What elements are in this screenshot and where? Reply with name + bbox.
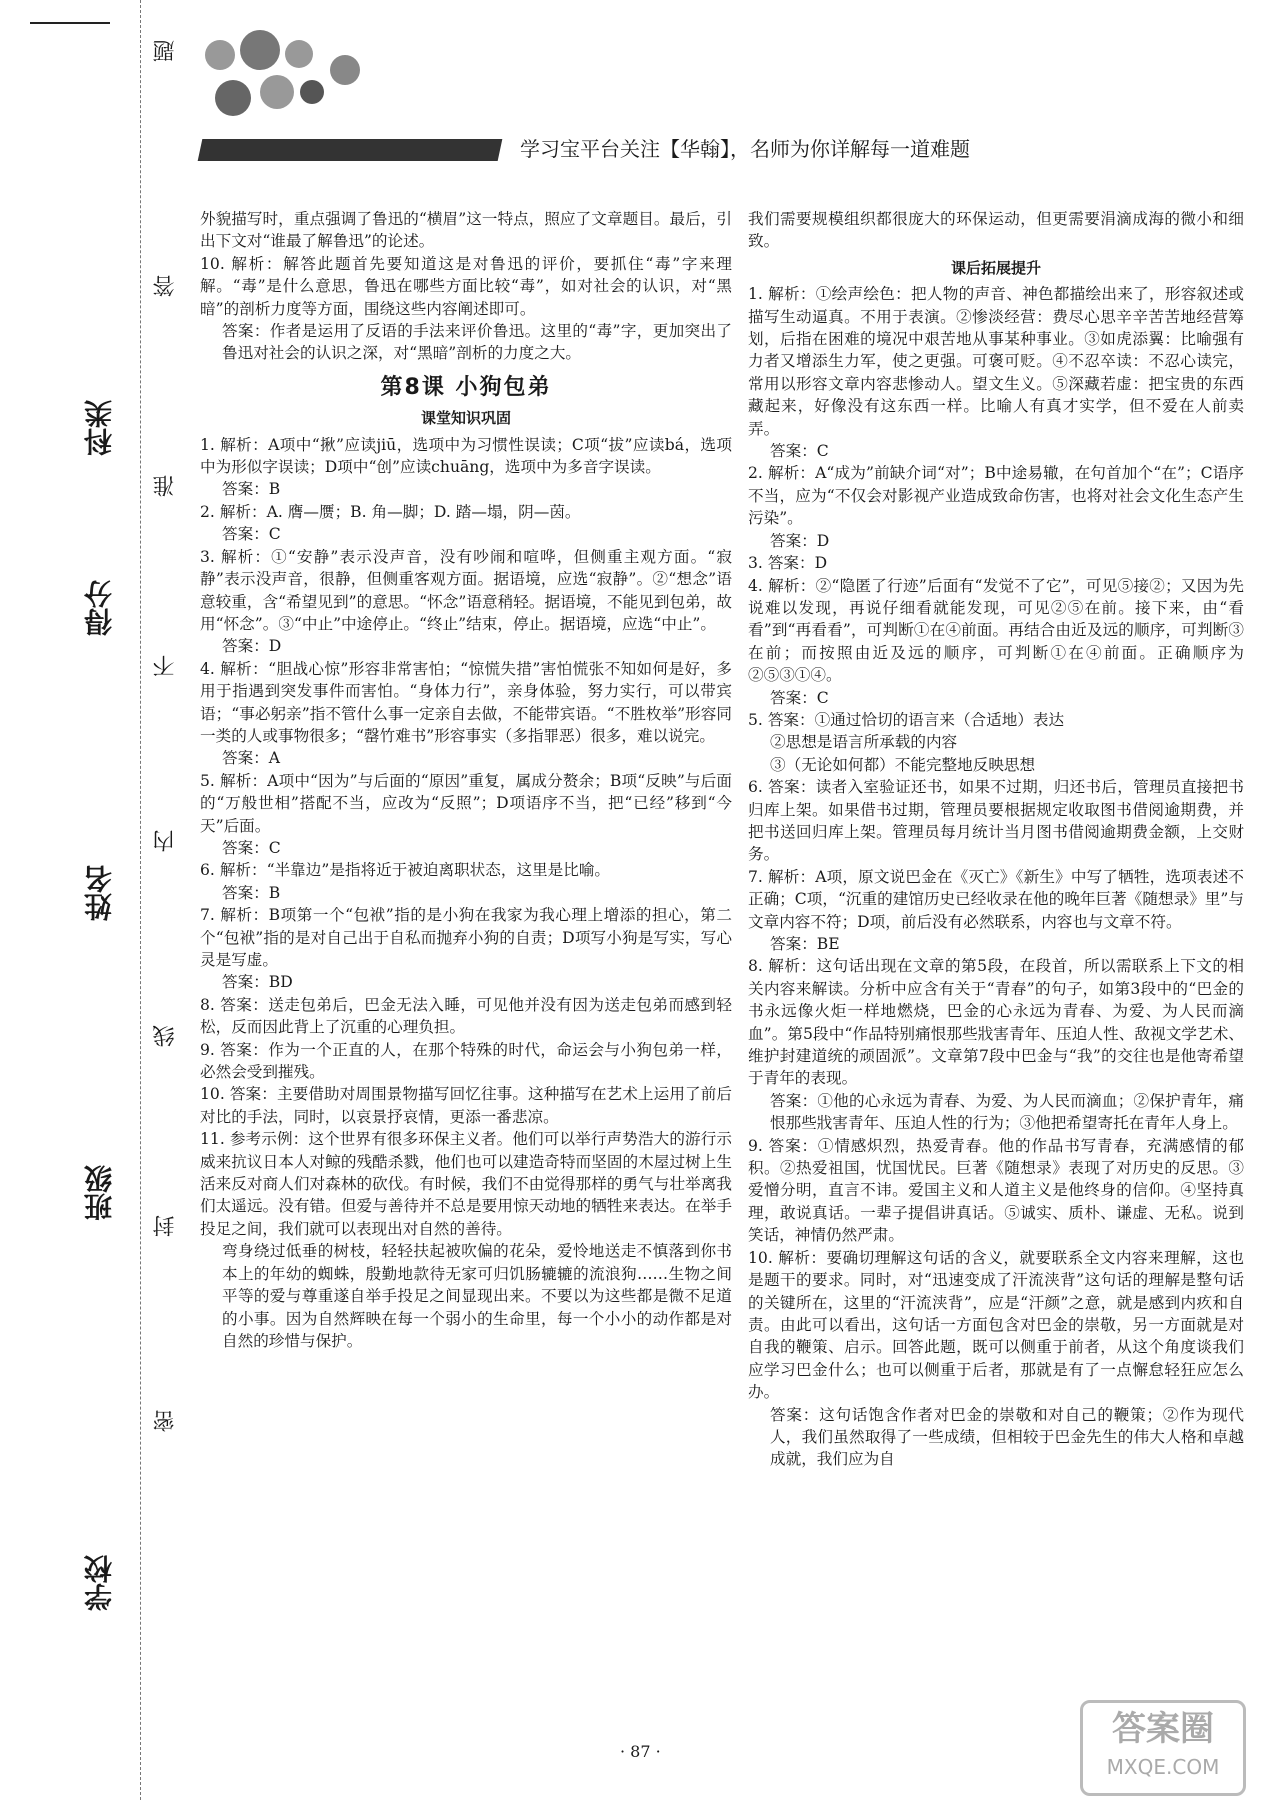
- item: 6. 答案：读者入室验证还书，如果不过期，归还书后，管理员直接把书归库上架。如果借书过期，管理员要根据规定收取图书借阅逾期费，并把书送回归库上架。管理员每月统计当月图书借阅逾期费金额，上交财务。: [748, 778, 1244, 864]
- item: 3. 解析：①“安静”表示没声音，没有吵闹和喧哗，但侧重主观方面。“寂静”表示没声音，很静，但侧重客观方面。据语境，应选“寂静”。②“想念”语意较重，含“希望见到”的意思。“怀念”语意稍轻。据语境，不能见到包弟，故用“怀念”。③“中止”中途停止。“终止”结束，停止。据语境，应选“中止”。: [200, 547, 732, 633]
- label-school: 学校: [83, 1555, 116, 1611]
- answer: 答案：A: [222, 749, 281, 768]
- watermark-top: 答案圈: [1112, 1709, 1214, 1749]
- item: 7. 解析：A项，原文说巴金在《灭亡》《新生》中写了牺牲，选项表述不正确；C项，“沉重的建馆历史已经收录在他的晚年巨著《随想录》里”与文章内容不符；D项，前后没有必然联系，内容也与文章不符。: [748, 867, 1244, 931]
- section-title: 课后拓展提升: [950, 258, 1041, 277]
- watermark-bottom: MXQE.COM: [1106, 1755, 1220, 1779]
- item: 1. 解析：①绘声绘色：把人物的声音、神色都描绘出来了，形容叙述或描写生动逼真。不用于表演。②惨淡经营：费尽心思辛辛苦苦地经营筹划，后指在困难的境况中艰苦地从事某种事业。③如虎添翼：比喻强有力者又增添生力军，使之更强。可褒可贬。④不忍卒读：不忍心读完，常用以形容文章内容悲惨动人。望文生义。⑤深藏若虚：把宝贵的东西藏起来，好像没有这东西一样。比喻人有真才实学，但不爱在人前卖弄。: [748, 285, 1244, 438]
- answer: 答案：①他的心永远为青春、为爱、为人民而滴血；②保护青年，痛恨那些戕害青年、压迫人性的行为；③他把希望寄托在青年人身上。: [770, 1091, 1244, 1133]
- answer: 答案：这句话饱含作者对巴金的崇敬和对自己的鞭策；②作为现代人，我们虽然取得了一些成绩，但相较于巴金先生的伟大人格和卓越成就，我们应为自: [770, 1405, 1244, 1469]
- answer: 答案：BE: [770, 935, 840, 953]
- answer: 答案：C: [222, 525, 281, 544]
- label-subject: 科类: [83, 400, 116, 456]
- paragraph: 10. 解析：解答此题首先要知道这是对鲁迅的评价，要抓住“毒”字来理解。“毒”是什么意思，鲁迅在哪些方面比较“毒”，如对社会的认识，对“黑暗”的剖析力度等方面，围绕这些内容阐述即可。: [200, 254, 732, 318]
- seal-char: 准: [153, 475, 178, 497]
- seal-char: 题: [153, 40, 178, 62]
- seal-char: 内: [153, 830, 178, 852]
- banner-bar: [198, 139, 503, 161]
- answer: 答案：C: [222, 838, 281, 857]
- item: 10. 答案：主要借助对周围景物描写回忆往事。这种描写在艺术上运用了前后对比的手法，同时，以哀景抒哀情，更添一番悲凉。: [200, 1085, 732, 1126]
- item: 4. 解析：②“隐匿了行迹”后面有“发觉不了它”，可见⑤接②；又因为先说难以发现，再说仔细看就能发现，可见②⑤在前。接下来，由“看看”到“再看看”，可判断①在④前面。再结合由近及远的顺序，可判断③在前；而按照由近及远的顺序，可判断①在④前面。正确顺序为②⑤③①④。: [748, 576, 1244, 685]
- item: 2. 解析：A“成为”前缺介词“对”；B中途易辙，在句首加个“在”；C语序不当，应为“不仅会对影视产业造成致命伤害，也将对社会文化生态产生污染”。: [748, 464, 1244, 528]
- paragraph: 弯身绕过低垂的树枝，轻轻扶起被吹偏的花朵，爱怜地送走不慎落到你书本上的年幼的蜘蛛，殷勤地款待无家可归饥肠辘辘的流浪狗……生物之间平等的爱与尊重遂自举手投足之间显现出来。不要以为这些都是微不足道的小事。因为自然辉映在每一个弱小的生命里，每一个小小的动作都是对自然的珍惜与保护。: [222, 1242, 732, 1350]
- seal-char: 答: [153, 275, 178, 297]
- binding-line: [140, 0, 141, 1800]
- answer: 答案：作者是运用了反语的手法来评价鲁迅。这里的“毒”字，更加突出了鲁迅对社会的认识之深，对“黑暗”剖析的力度之大。: [222, 322, 732, 363]
- label-class: 班级: [83, 1165, 116, 1221]
- item: 8. 答案：送走包弟后，巴金无法入睡，可见他并没有因为送走包弟而感到轻松，反而因此背上了沉重的心理负担。: [200, 995, 732, 1037]
- paragraph: 我们需要规模组织都很庞大的环保运动，但更需要涓滴成海的微小和细致。: [748, 210, 1244, 251]
- answer: 答案：BD: [222, 973, 293, 992]
- answer: 答案：B: [222, 883, 281, 902]
- item: 5. 答案：①通过恰切的语言来（合适地）表达: [748, 710, 1065, 729]
- item: 4. 解析：“胆战心惊”形容非常害怕；“惊慌失措”害怕慌张不知如何是好，多用于指遇到突发事件而害怕。“身体力行”，亲身体验，努力实行，可以带宾语；“事必躬亲”指不管什么事一定亲自去做，不能带宾语。“不胜枚举”形容同一类的人或事物很多；“罄竹难书”形容事实（多指罪恶）很多，难以说完。: [200, 659, 732, 745]
- item: 9. 答案：作为一个正直的人，在那个特殊的时代，命运会与小狗包弟一样，必然会受到摧残。: [200, 1040, 732, 1082]
- seal-char: 密: [153, 1410, 178, 1432]
- seal-char: 封: [153, 1215, 178, 1237]
- item: 1. 解析：A项中“揪”应读jiū，选项中为习惯性误读；C项“拔”应读bá，选项中为形似字误读；D项中“创”应读chuāng，选项中为多音字误读。: [200, 435, 732, 477]
- answer: 答案：C: [770, 442, 829, 461]
- answer: ③（无论如何都）不能完整地反映思想: [770, 755, 1036, 774]
- label-name: 姓名: [83, 865, 116, 921]
- top-rule: [30, 22, 110, 24]
- label-score: 得分: [83, 580, 116, 636]
- lesson-title: 第8课 小狗包弟: [380, 374, 552, 400]
- item: 5. 解析：A项中“因为”与后面的“原因”重复，属成分赘余；B项“反映”与后面的“万般世相”搭配不当，应改为“反照”；D项语序不当，把“已经”移到“今天”后面。: [200, 771, 732, 835]
- right-column: [748, 208, 1244, 1471]
- seal-char: 线: [153, 1025, 178, 1047]
- item: 9. 答案：①情感炽烈，热爱青春。他的作品书写青春，充满感情的郁积。②热爱祖国，忧国忧民。巨著《随想录》表现了对历史的反思。③爱憎分明，直言不讳。爱国主义和人道主义是他终身的信仰。④坚持真理，敢说真话。一辈子提倡讲真话。⑤诚实、质朴、谦虚、无私。说到笑话，神情仍然严肃。: [748, 1136, 1244, 1245]
- answer: 答案：D: [770, 531, 830, 550]
- page-number: · 87 ·: [620, 1742, 661, 1761]
- item: 3. 答案：D: [748, 554, 828, 573]
- watermark-logo: [1080, 1700, 1246, 1796]
- paragraph: 外貌描写时，重点强调了鲁迅的“横眉”这一特点，照应了文章题目。最后，引出下文对“谁最了解鲁迅”的论述。: [200, 210, 732, 251]
- section-title: 课堂知识巩固: [420, 409, 511, 428]
- seal-char: 不: [153, 655, 178, 677]
- answer: ②思想是语言所承载的内容: [770, 733, 958, 752]
- item: 10. 解析：要确切理解这句话的含义，就要联系全文内容来理解，这也是题干的要求。同时，对“迅速变成了汗流浃背”这句话的理解是整句话的关键所在，这里的“汗流浃背”，应是“汗颜”之意，就是感到内疚和自责。由此可以看出，这句话一方面包含对巴金的崇敬，另一方面就是对自我的鞭策、启示。回答此题，既可以侧重于前者，从这个角度谈我们应学习巴金什么；也可以侧重于后者，那就是有了一点懈怠轻狂应怎么办。: [748, 1248, 1244, 1402]
- item: 7. 解析：B项第一个“包袱”指的是小狗在我家为我心理上增添的担心，第二个“包袱”指的是对自己出于自私而抛弃小狗的自责；D项写小狗是写实，写心灵是写虚。: [200, 906, 732, 969]
- answer: 答案：C: [770, 688, 829, 707]
- banner-text: 学习宝平台关注【华翰】，名师为你详解每一道难题: [520, 137, 970, 161]
- left-column: [200, 208, 732, 1352]
- answer: 答案：B: [222, 480, 281, 499]
- header-banner: [200, 125, 1040, 171]
- item: 8. 解析：这句话出现在文章的第5段，在段首，所以需联系上下文的相关内容来解读。分析中应含有关于“青春”的句子，如第3段中的“巴金的书永远像火炬一样地燃烧，巴金的心永远为青春、为爱、为人民而滴血”。第5段中“作品特别痛恨那些戕害青年、压迫人性、敌视文学艺术、维护封建道统的顽固派”。文章第7段中巴金与“我”的交往也是他寄希望于青年的表现。: [748, 957, 1244, 1088]
- item: 11. 参考示例：这个世界有很多环保主义者。他们可以举行声势浩大的游行示威来抗议日本人对鲸的残酷杀戮，他们也可以建造奇特而坚固的木屋过树上生活来反对商人们对森林的砍伐。有时候，我们不由觉得那样的勇气与壮举离我们太遥远。没有错。但爱与善待并不总是要用惊天动地的牺牲来表达。在举手投足之间，我们就可以表现出对自然的善待。: [200, 1130, 732, 1238]
- item: 6. 解析：“半靠边”是指将近于被迫离职状态，这里是比喻。: [200, 861, 611, 880]
- answer: 答案：D: [222, 637, 282, 656]
- item: 2. 解析：A. 膺—赝；B. 角—脚；D. 踏—塌，阴—茵。: [200, 502, 581, 521]
